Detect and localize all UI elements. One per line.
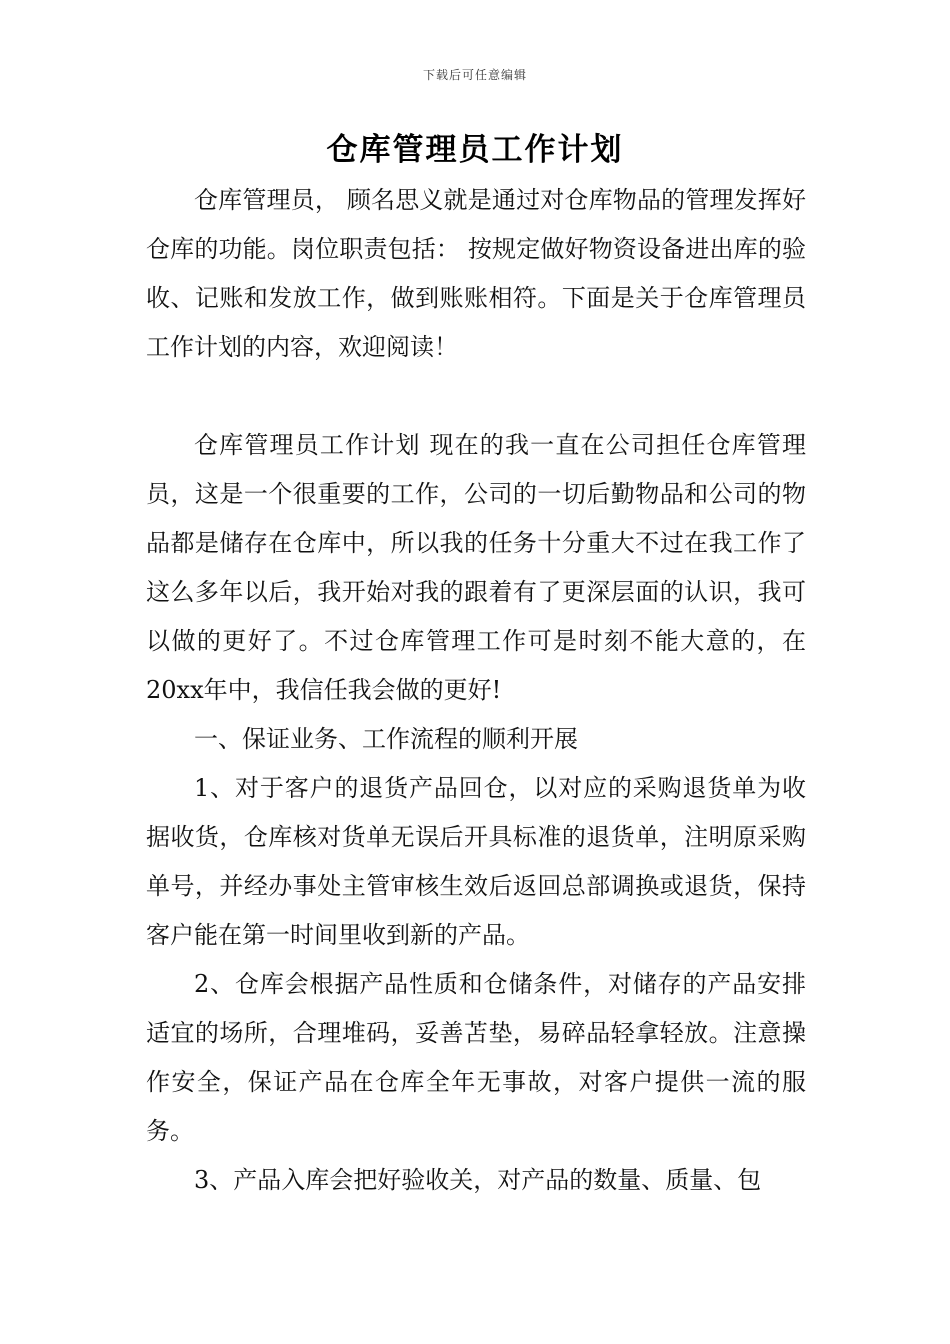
paragraph-item-2: 2、仓库会根据产品性质和仓储条件，对储存的产品安排适宜的场所，合理堆码，妥善苫垫，易碎品轻拿轻放。注意操作安全，保证产品在仓库全年无事故，对客户提供一流的服务。 — [146, 970, 806, 1145]
paragraph-item-3: 3、产品入库会把好验收关，对产品的数量、质量、包 — [194, 1166, 762, 1194]
section-heading-1: 一、保证业务、工作流程的顺利开展 — [194, 725, 578, 753]
document-title: 仓库管理员工作计划 — [326, 132, 624, 168]
paragraph-item-1: 1、对于客户的退货产品回仓，以对应的采购退货单为收据收货，仓库核对货单无误后开具标准的退货单，注明原采购单号，并经办事处主管审核生效后返回总部调换或退货，保持客户能在第一时间里收到新的产品。 — [146, 774, 806, 949]
header-note: 下载后可任意编辑 — [422, 68, 527, 82]
paragraph-intro: 仓库管理员， 顾名思义就是通过对仓库物品的管理发挥好仓库的功能。岗位职责包括： 按规定做好物资设备进出库的验收、记账和发放工作，做到账账相符。下面是关于仓库管理员工作计划的内容，欢迎阅读！ — [146, 186, 806, 361]
document-body — [146, 176, 806, 1205]
paragraph-plan-overview: 仓库管理员工作计划 现在的我一直在公司担任仓库管理员，这是一个很重要的工作，公司的一切后勤物品和公司的物品都是储存在仓库中，所以我的任务十分重大不过在我工作了这么多年以后，我开始对我的跟着有了更深层面的认识，我可以做的更好了。不过仓库管理工作可是时刻不能大意的，在20xx年中，我信任我会做的更好! — [146, 431, 806, 704]
